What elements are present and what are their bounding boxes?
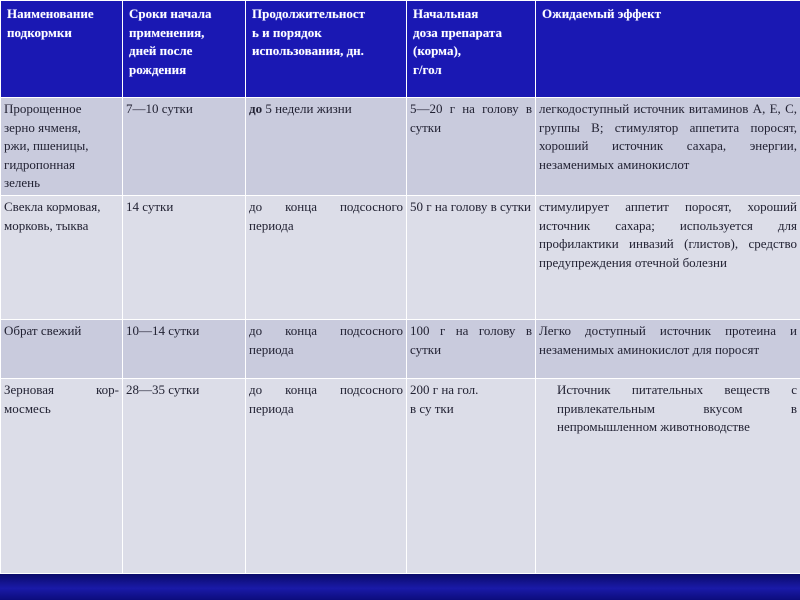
- table-row: [1, 196, 800, 320]
- header-cell-effect: Ожидаемый эффект: [536, 1, 800, 98]
- bottom-decorative-bar: [0, 574, 800, 600]
- header-cell-start: Сроки начала применения, дней после рождения: [123, 1, 246, 98]
- cell-start: 14 сутки: [123, 196, 246, 320]
- cell-feed-name: Зерновая кор-мосмесь: [1, 379, 123, 574]
- duration-prefix: до: [249, 101, 263, 116]
- cell-duration: до конца подсосного периода: [246, 320, 407, 379]
- cell-dose: 5—20 г на голову в сутки: [407, 98, 536, 196]
- cell-duration: [246, 98, 407, 196]
- cell-effect: легкодоступный источник витаминов А, Е, С, группы В; стимулятор аппетита поросят, хороший источник сахара, энергии, незаменимых аминокислот: [536, 98, 800, 196]
- cell-effect: стимулирует аппетит поросят, хороший источник сахара; используется для профилактики инвазий (глистов), средство предупреждения отечной болезни: [536, 196, 800, 320]
- cell-dose: 50 г на голову в сутки: [407, 196, 536, 320]
- cell-dose: 200 г на гол. в су тки: [407, 379, 536, 574]
- cell-effect: Легко доступный источник протеина и незаменимых аминокислот для поросят: [536, 320, 800, 379]
- header-cell-name: Наименование подкормки: [1, 1, 123, 98]
- header-cell-duration: Продолжительност ь и порядок использования, дн.: [246, 1, 407, 98]
- cell-duration: до конца подсосного периода: [246, 379, 407, 574]
- table-row: [1, 320, 800, 379]
- cell-feed-name: Свекла кормовая, морковь, тыква: [1, 196, 123, 320]
- cell-effect: Источник питательных веществ с привлекательным вкусом в непромышленном животноводстве: [536, 379, 800, 574]
- cell-dose: 100 г на голову в сутки: [407, 320, 536, 379]
- table-row: [1, 98, 800, 196]
- table-row: [1, 379, 800, 574]
- cell-feed-name: Пророщенное зерно ячменя, ржи, пшеницы, гидропонная зелень: [1, 98, 123, 196]
- cell-start: 10—14 сутки: [123, 320, 246, 379]
- cell-feed-name: Обрат свежий: [1, 320, 123, 379]
- table-header-row: [1, 1, 800, 98]
- cell-duration: до конца подсосного периода: [246, 196, 407, 320]
- header-cell-dose: Начальная доза препарата (корма), г/гол: [407, 1, 536, 98]
- duration-text: 5 недели жизни: [265, 101, 352, 116]
- cell-start: 28—35 сутки: [123, 379, 246, 574]
- cell-start: 7—10 сутки: [123, 98, 246, 196]
